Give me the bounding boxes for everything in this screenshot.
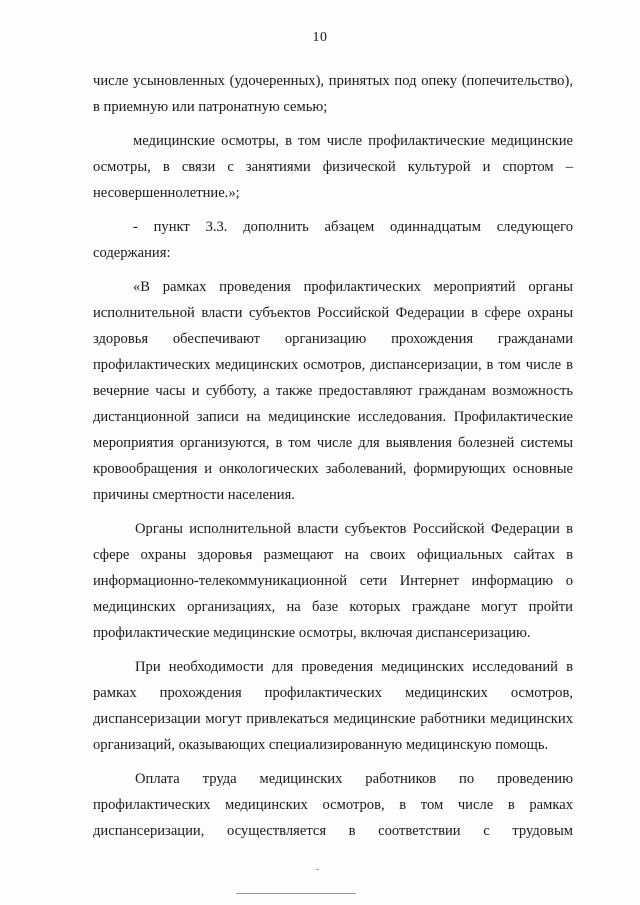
paragraph-4: «В рамках проведения профилактических мероприятий органы исполнительной власти субъектов Российской Федерации в сфере охраны здоровья обеспечивают организацию прохождения гражданами профилактических медицинских осмотров, диспансеризации, в том числе в вечерние часы и субботу, а также предоставляют гражданам возможность дистанционной записи на медицинские исследования. Профилактические мероприятия организуются, в том числе для выявления болезней системы кровообращения и онкологических заболеваний, формирующих основные причины смертности населения.: [93, 279, 573, 503]
paragraph-6: При необходимости для проведения медицинских исследований в рамках прохождения профилактических медицинских осмотров, диспансеризации могут привлекаться медицинские работники медицинских организаций, оказывающих специализированную медицинскую помощь.: [93, 659, 573, 753]
paragraph-7: Оплата труда медицинских работников по проведению профилактических медицинских осмотров, в том числе в рамках диспансеризации, осуществляется в соответствии с трудовым: [93, 771, 573, 839]
page-number: 10: [312, 30, 328, 45]
paragraph-2: медицинские осмотры, в том числе профилактические медицинские осмотры, в связи с занятиями физической культурой и спортом – несовершеннолетние.»;: [93, 133, 573, 201]
scan-artifact-line: [236, 893, 356, 894]
scan-artifact-dot: [316, 869, 319, 870]
paragraph-1: числе усыновленных (удочеренных), принятых под опеку (попечительство), в приемную или патронатную семью;: [93, 73, 573, 115]
document-body: [93, 68, 573, 852]
paragraph-3: - пункт 3.3. дополнить абзацем одиннадцатым следующего содержания:: [93, 219, 573, 261]
paragraph-5: Органы исполнительной власти субъектов Российской Федерации в сфере охраны здоровья размещают на своих официальных сайтах в информационно-телекоммуникационной сети Интернет информацию о медицинских организациях, на базе которых граждане могут пройти профилактические медицинские осмотры, включая диспансеризацию.: [93, 521, 573, 641]
